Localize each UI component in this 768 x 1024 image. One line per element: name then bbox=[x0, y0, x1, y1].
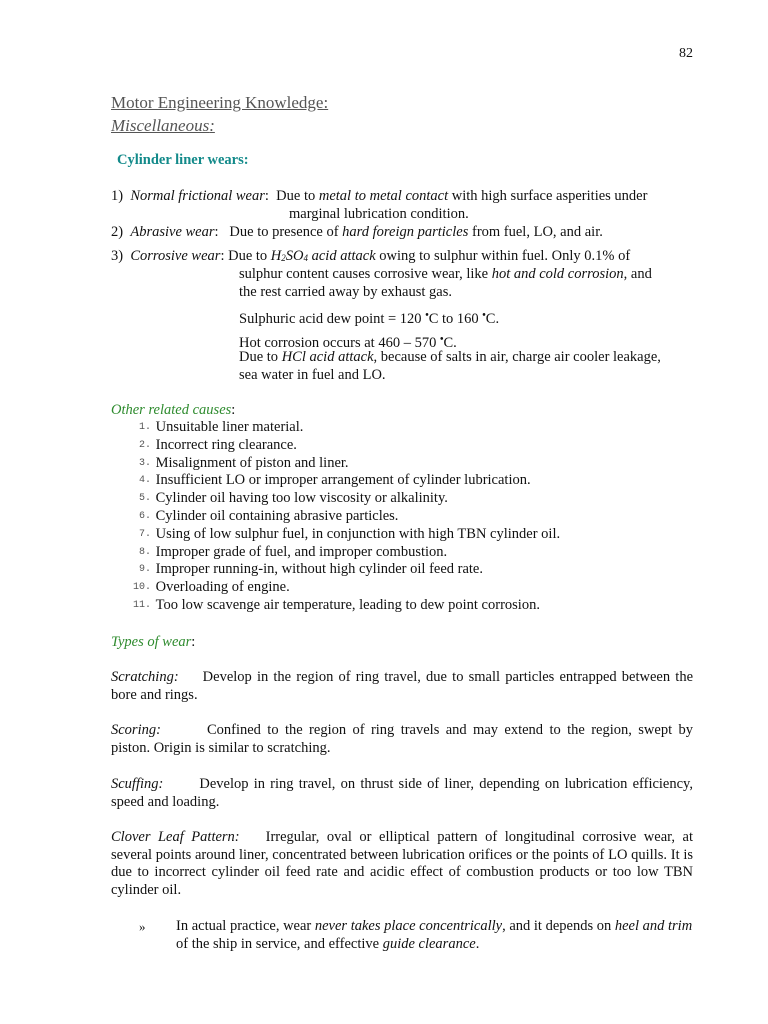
list-item: 4. Insufficient LO or improper arrangement of cylinder lubrication. bbox=[138, 472, 531, 489]
wear-item-1-cont: marginal lubrication condition. bbox=[289, 206, 469, 222]
wear-item-3-line3: the rest carried away by exhaust gas. bbox=[239, 284, 452, 300]
types-of-wear-title: Types of wear: bbox=[111, 634, 196, 650]
wear-item-2: 2) Abrasive wear: Due to presence of hard foreign particles from fuel, LO, and air. bbox=[111, 224, 603, 240]
list-item: 9. Improper running-in, without high cylinder oil feed rate. bbox=[138, 561, 483, 578]
dew-point-line: Sulphuric acid dew point = 120 •C to 160 •C. bbox=[239, 310, 500, 327]
list-item: 7. Using of low sulphur fuel, in conjunction with high TBN cylinder oil. bbox=[138, 525, 561, 542]
list-item: 10. Overloading of engine. bbox=[132, 579, 290, 596]
wear-item-1: 1) Normal frictional wear: Due to metal to metal contact with high surface asperities under bbox=[111, 188, 648, 204]
list-item: 8. Improper grade of fuel, and improper combustion. bbox=[138, 543, 448, 560]
type-scratching: Scratching: Develop in the region of ring travel, due to small particles entrapped between the bore and rings. bbox=[111, 669, 693, 703]
list-item: 6. Cylinder oil containing abrasive particles. bbox=[138, 507, 399, 524]
hcl-line: Due to HCl acid attack, because of salts in air, charge air cooler leakage, bbox=[239, 349, 661, 365]
section-title: Cylinder liner wears: bbox=[117, 152, 249, 168]
list-item: 5. Cylinder oil having too low viscosity or alkalinity. bbox=[138, 490, 448, 507]
wear-item-3-line2: sulphur content causes corrosive wear, like hot and cold corrosion, and bbox=[239, 266, 652, 282]
bullet-icon: » bbox=[139, 919, 146, 934]
document-title: Motor Engineering Knowledge: bbox=[111, 93, 329, 112]
document-subtitle: Miscellaneous: bbox=[111, 116, 215, 135]
hcl-line-cont: sea water in fuel and LO. bbox=[239, 367, 386, 383]
list-item: 11. Too low scavenge air temperature, leading to dew point corrosion. bbox=[132, 596, 540, 613]
type-clover-leaf: Clover Leaf Pattern: Irregular, oval or elliptical pattern of longitudinal corrosive wear, at several points around liner, concentrated between lubrication orifices or the points of LO quills. It is due to incorrect cylinder oil feed rate and acidic effect of combustion products or too low TBN cylinder oil. bbox=[111, 829, 693, 898]
list-item: 2. Incorrect ring clearance. bbox=[138, 436, 297, 453]
other-causes-title: Other related causes: bbox=[111, 402, 236, 418]
hot-corrosion-line: Hot corrosion occurs at 460 – 570 •C. bbox=[239, 334, 457, 351]
list-item: 1. Unsuitable liner material. bbox=[138, 419, 304, 435]
list-item: 3. Misalignment of piston and liner. bbox=[138, 454, 349, 471]
type-scoring: Scoring: Confined to the region of ring travels and may extend to the region, swept by piston. Origin is similar to scratching. bbox=[111, 722, 693, 756]
page-number: 82 bbox=[679, 46, 693, 61]
practice-note: In actual practice, wear never takes place concentrically, and it depends on heel and trim of the ship in service, and effective guide clearance. bbox=[176, 918, 696, 952]
type-scuffing: Scuffing: Develop in ring travel, on thrust side of liner, depending on lubrication efficiency, speed and loading. bbox=[111, 776, 693, 810]
wear-item-3: 3) Corrosive wear: Due to $H_2SO_4$ acid attack owing to sulphur within fuel. Only 0.1% of bbox=[111, 248, 631, 264]
other-causes-list bbox=[110, 419, 700, 615]
